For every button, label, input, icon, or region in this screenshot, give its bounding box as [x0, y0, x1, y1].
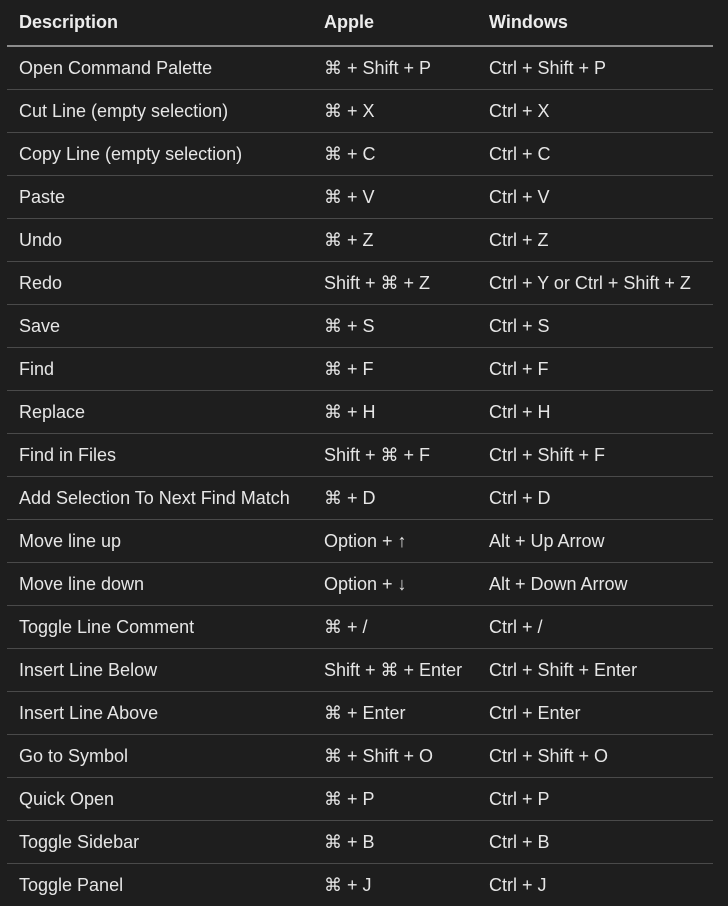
apple-shortcut-cell: ⌘ + B [312, 821, 477, 864]
table-row [7, 434, 713, 477]
description-cell: Toggle Line Comment [7, 606, 312, 649]
table-row [7, 606, 713, 649]
column-header-windows: Windows [477, 0, 713, 46]
windows-shortcut-cell: Ctrl + J [477, 864, 713, 906]
windows-shortcut-cell: Ctrl + Shift + F [477, 434, 713, 477]
table-row [7, 133, 713, 176]
windows-shortcut-cell: Ctrl + H [477, 391, 713, 434]
table-row [7, 348, 713, 391]
apple-shortcut-cell: ⌘ + Z [312, 219, 477, 262]
table-row [7, 305, 713, 348]
description-cell: Paste [7, 176, 312, 219]
apple-shortcut-cell: ⌘ + Enter [312, 692, 477, 735]
windows-shortcut-cell: Ctrl + Y or Ctrl + Shift + Z [477, 262, 713, 305]
table-row [7, 176, 713, 219]
windows-shortcut-cell: Alt + Up Arrow [477, 520, 713, 563]
table-row [7, 46, 713, 90]
description-cell: Move line up [7, 520, 312, 563]
apple-shortcut-cell: ⌘ + J [312, 864, 477, 906]
table-row [7, 477, 713, 520]
table-row [7, 649, 713, 692]
description-cell: Insert Line Below [7, 649, 312, 692]
description-cell: Add Selection To Next Find Match [7, 477, 312, 520]
description-cell: Find in Files [7, 434, 312, 477]
description-cell: Copy Line (empty selection) [7, 133, 312, 176]
description-cell: Find [7, 348, 312, 391]
table-body [7, 46, 713, 906]
windows-shortcut-cell: Ctrl + / [477, 606, 713, 649]
shortcuts-table-container [7, 0, 713, 906]
column-header-description: Description [7, 0, 312, 46]
apple-shortcut-cell: ⌘ + S [312, 305, 477, 348]
apple-shortcut-cell: ⌘ + C [312, 133, 477, 176]
apple-shortcut-cell: ⌘ + / [312, 606, 477, 649]
description-cell: Insert Line Above [7, 692, 312, 735]
windows-shortcut-cell: Ctrl + P [477, 778, 713, 821]
description-cell: Go to Symbol [7, 735, 312, 778]
windows-shortcut-cell: Ctrl + Enter [477, 692, 713, 735]
apple-shortcut-cell: ⌘ + X [312, 90, 477, 133]
description-cell: Toggle Panel [7, 864, 312, 906]
apple-shortcut-cell: Shift + ⌘ + Enter [312, 649, 477, 692]
apple-shortcut-cell: ⌘ + V [312, 176, 477, 219]
description-cell: Save [7, 305, 312, 348]
description-cell: Redo [7, 262, 312, 305]
apple-shortcut-cell: ⌘ + Shift + O [312, 735, 477, 778]
apple-shortcut-cell: ⌘ + H [312, 391, 477, 434]
windows-shortcut-cell: Ctrl + F [477, 348, 713, 391]
table-row [7, 563, 713, 606]
description-cell: Toggle Sidebar [7, 821, 312, 864]
header-row [7, 0, 713, 46]
windows-shortcut-cell: Ctrl + Shift + O [477, 735, 713, 778]
description-cell: Open Command Palette [7, 46, 312, 90]
windows-shortcut-cell: Alt + Down Arrow [477, 563, 713, 606]
shortcuts-table [7, 0, 713, 906]
table-row [7, 391, 713, 434]
description-cell: Replace [7, 391, 312, 434]
windows-shortcut-cell: Ctrl + X [477, 90, 713, 133]
apple-shortcut-cell: Shift + ⌘ + F [312, 434, 477, 477]
windows-shortcut-cell: Ctrl + V [477, 176, 713, 219]
table-row [7, 821, 713, 864]
table-row [7, 692, 713, 735]
windows-shortcut-cell: Ctrl + D [477, 477, 713, 520]
windows-shortcut-cell: Ctrl + S [477, 305, 713, 348]
table-row [7, 520, 713, 563]
apple-shortcut-cell: ⌘ + D [312, 477, 477, 520]
table-row [7, 219, 713, 262]
table-row [7, 778, 713, 821]
description-cell: Undo [7, 219, 312, 262]
description-cell: Quick Open [7, 778, 312, 821]
table-row [7, 262, 713, 305]
apple-shortcut-cell: ⌘ + F [312, 348, 477, 391]
apple-shortcut-cell: Option + ↓ [312, 563, 477, 606]
apple-shortcut-cell: Shift + ⌘ + Z [312, 262, 477, 305]
windows-shortcut-cell: Ctrl + C [477, 133, 713, 176]
windows-shortcut-cell: Ctrl + B [477, 821, 713, 864]
description-cell: Move line down [7, 563, 312, 606]
apple-shortcut-cell: ⌘ + P [312, 778, 477, 821]
description-cell: Cut Line (empty selection) [7, 90, 312, 133]
column-header-apple: Apple [312, 0, 477, 46]
table-header [7, 0, 713, 46]
windows-shortcut-cell: Ctrl + Z [477, 219, 713, 262]
apple-shortcut-cell: Option + ↑ [312, 520, 477, 563]
windows-shortcut-cell: Ctrl + Shift + P [477, 46, 713, 90]
apple-shortcut-cell: ⌘ + Shift + P [312, 46, 477, 90]
table-row [7, 735, 713, 778]
windows-shortcut-cell: Ctrl + Shift + Enter [477, 649, 713, 692]
table-row [7, 90, 713, 133]
